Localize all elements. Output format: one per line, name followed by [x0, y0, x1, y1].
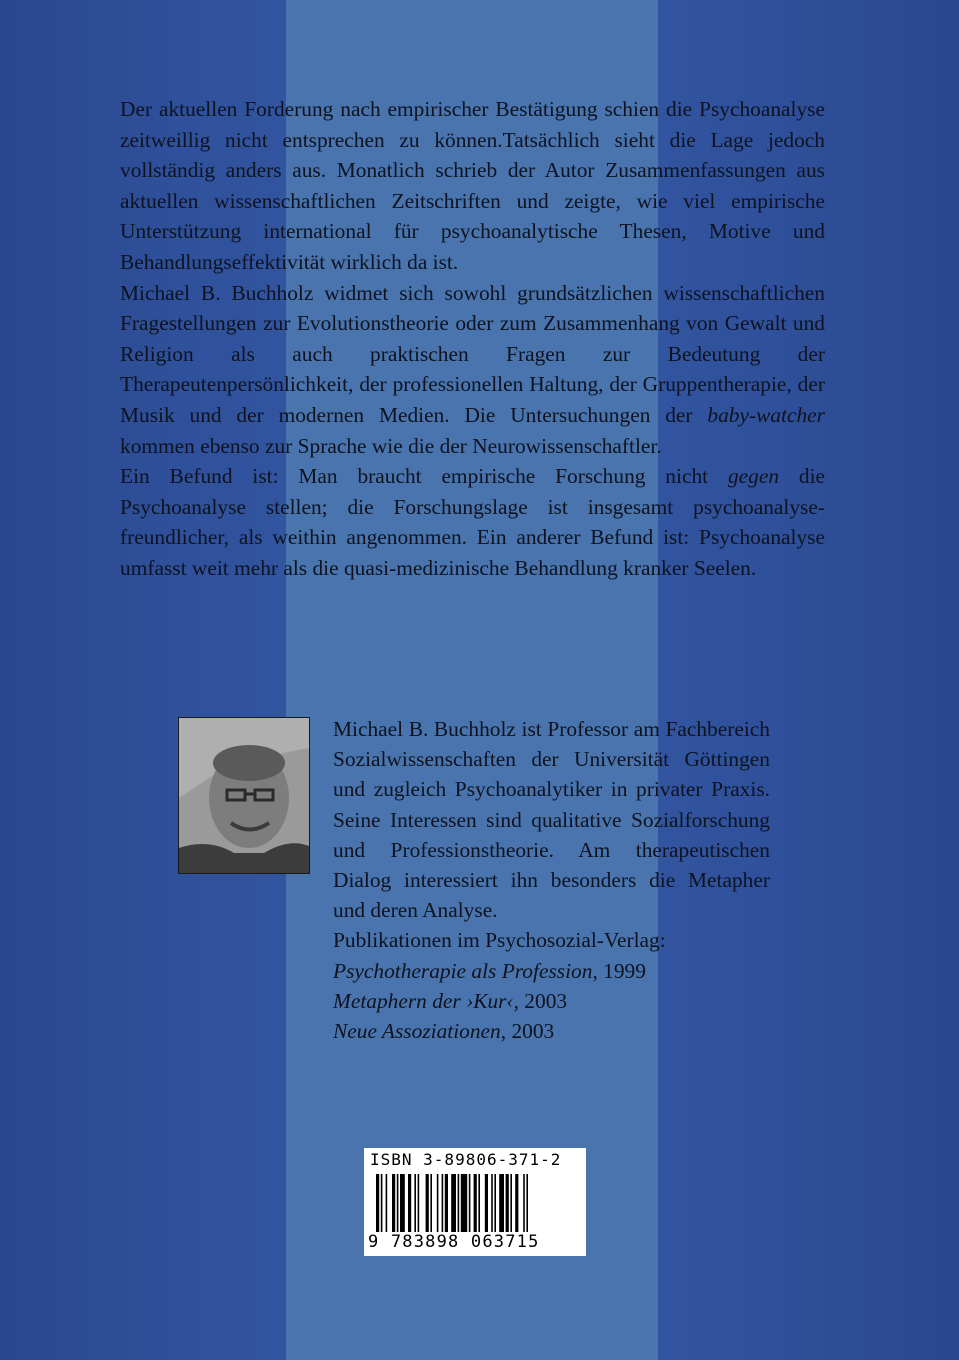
barcode-bar — [494, 1174, 496, 1232]
publications-heading: Publikationen im Psychosozial-Verlag: — [333, 928, 666, 953]
barcode-bar — [499, 1174, 504, 1232]
blurb-text: die Psychoanalyse stellen; die Forschungslage ist insgesamt psychoanalyse-freundlicher, als weithin angenommen. Ein anderer Befund ist: Psychoanalyse umfasst weit mehr als die quasi-medizinische Behandlung kranker Seelen. — [120, 464, 826, 580]
barcode-bar — [386, 1174, 388, 1232]
barcode-bar — [418, 1174, 420, 1232]
barcode-bar — [451, 1174, 456, 1232]
publication-item — [333, 1016, 770, 1046]
isbn-label: ISBN 3-89806-371-2 — [370, 1150, 562, 1169]
barcode-bar — [381, 1174, 383, 1232]
barcode-bar — [515, 1174, 518, 1232]
publication-title: Metaphern der ›Kur‹ — [333, 988, 514, 1013]
blurb-emphasis: baby-watcher — [707, 402, 825, 427]
barcode-bar — [523, 1174, 525, 1232]
barcode-bar — [469, 1174, 471, 1232]
ean-number: 9 783898 063715 — [368, 1232, 540, 1252]
blurb-paragraph-2 — [120, 278, 825, 462]
author-bio-text: Michael B. Buchholz ist Professor am Fachbereich Sozialwissenschaften der Universität Göttingen und zugleich Psychoanalytiker in privater Praxis. Seine Interessen sind qualitative Sozialforschung und Professionstheorie. Am therapeutischen Dialog interessiert ihn besonders die Metapher und deren Analyse. — [333, 717, 770, 923]
barcode-bar — [408, 1174, 411, 1232]
barcode-bar — [445, 1174, 448, 1232]
blurb-text: Michael B. Buchholz widmet sich sowohl grundsätzlichen wissenschaftlichen Fragestellungen zur Evolutionstheorie oder zum Zusammenhang von Gewalt und Religion als auch praktischen Fragen zur Bedeutung der Therapeutenpersönlichkeit, der professionellen Haltung, der Gruppentherapie, der Musik und der modernen Medien. Die Untersuchungen der — [120, 280, 825, 427]
barcode-bar — [491, 1174, 493, 1232]
barcode-bar — [430, 1174, 432, 1232]
back-cover-blurb — [120, 94, 825, 584]
publication-year: , 1999 — [592, 958, 646, 983]
barcode-bar — [485, 1174, 488, 1232]
publication-item — [333, 956, 770, 986]
publication-year: , 2003 — [513, 988, 568, 1013]
publication-title: Psychotherapie als Profession — [333, 958, 593, 983]
author-bio — [333, 714, 770, 1046]
barcode-bar — [392, 1174, 395, 1232]
barcode-bar — [397, 1174, 399, 1232]
barcode-bar — [426, 1174, 429, 1232]
barcode-bar — [376, 1174, 379, 1232]
barcode-bar — [478, 1174, 480, 1232]
blurb-paragraph-1: Der aktuellen Forderung nach empirischer Bestätigung schien die Psychoanalyse zeitweillig nicht entsprechen zu können.Tatsächlich sieht die Lage jedoch vollständig anders aus. Monatlich schrieb der Autor Zusammenfassungen aus aktuellen wissenschaftlichen Zeitschriften und zeigte, wie viel empirische Unterstützung international für psychoanalytische Thesen, Motive und Behandlungseffektivität wirklich da ist. — [120, 97, 825, 274]
barcode-bars — [376, 1174, 574, 1232]
publication-year: , 2003 — [500, 1019, 555, 1044]
barcode-bar — [414, 1174, 416, 1232]
barcode-bar — [474, 1174, 477, 1232]
author-portrait-image — [179, 718, 309, 873]
barcode-bar — [506, 1174, 509, 1232]
barcode-bar — [458, 1174, 460, 1232]
blurb-paragraph-3 — [120, 461, 825, 583]
barcode-bar — [526, 1174, 528, 1232]
publication-title: Neue Assoziationen — [333, 1019, 501, 1044]
barcode-bar — [442, 1174, 444, 1232]
blurb-emphasis: gegen — [727, 464, 780, 489]
barcode-bar — [510, 1174, 512, 1232]
barcode-bar — [400, 1174, 405, 1232]
publication-item — [333, 986, 770, 1016]
blurb-text: kommen ebenso zur Sprache wie die der Neurowissenschaftler. — [120, 433, 662, 458]
isbn-barcode — [364, 1148, 586, 1256]
barcode-bar — [461, 1174, 467, 1232]
barcode-bar — [437, 1174, 439, 1232]
blurb-text: Ein Befund ist: Man braucht empirische Forschung nicht — [120, 464, 728, 489]
author-photo — [178, 717, 310, 874]
